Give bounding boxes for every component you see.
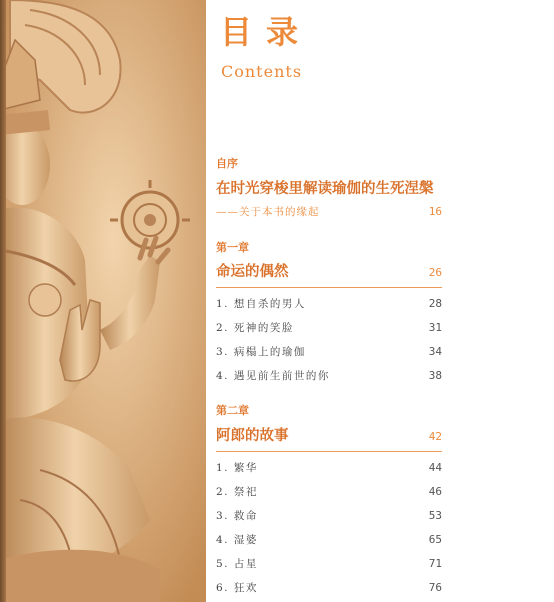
toc-item-page: 28 bbox=[428, 297, 442, 310]
preface-page: 16 bbox=[428, 205, 442, 218]
preface-label: 自序 bbox=[216, 157, 238, 170]
page-subtitle: Contents bbox=[221, 62, 303, 81]
chapter2-page: 42 bbox=[428, 430, 442, 443]
chapter1-divider bbox=[216, 287, 442, 288]
toc-item-page: 44 bbox=[428, 461, 442, 474]
chapter1-title[interactable]: 命运的偶然 bbox=[216, 263, 289, 280]
toc-item-page: 38 bbox=[428, 369, 442, 382]
toc-item[interactable]: 3. 病榻上的瑜伽 bbox=[216, 346, 306, 358]
toc-item-page: 46 bbox=[428, 485, 442, 498]
toc-item-page: 65 bbox=[428, 533, 442, 546]
toc-item[interactable]: 2. 祭祀 bbox=[216, 486, 258, 498]
toc-item[interactable]: 2. 死神的笑脸 bbox=[216, 322, 294, 334]
toc-item[interactable]: 5. 占星 bbox=[216, 558, 258, 570]
toc-item[interactable]: 4. 遇见前生前世的你 bbox=[216, 370, 330, 382]
preface-title[interactable]: 在时光穿梭里解读瑜伽的生死涅槃 bbox=[216, 180, 434, 197]
page-title: 目录 bbox=[220, 13, 313, 51]
toc-item[interactable]: 4. 湿婆 bbox=[216, 534, 258, 546]
chapter2-label: 第二章 bbox=[216, 404, 249, 417]
toc-item-page: 76 bbox=[428, 581, 442, 594]
toc-item-page: 71 bbox=[428, 557, 442, 570]
cover-photo-statue bbox=[0, 0, 206, 602]
toc-item[interactable]: 6. 狂欢 bbox=[216, 582, 258, 594]
toc-item[interactable]: 1. 想自杀的男人 bbox=[216, 298, 306, 310]
toc-item[interactable]: 3. 救命 bbox=[216, 510, 258, 522]
toc-item-page: 53 bbox=[428, 509, 442, 522]
toc-item-page: 34 bbox=[428, 345, 442, 358]
toc-item[interactable]: 1. 繁华 bbox=[216, 462, 258, 474]
preface-subtitle[interactable]: ——关于本书的缘起 bbox=[216, 206, 320, 218]
toc-item-page: 31 bbox=[428, 321, 442, 334]
chapter1-label: 第一章 bbox=[216, 241, 249, 254]
chapter1-page: 26 bbox=[428, 266, 442, 279]
book-spine-edge bbox=[0, 0, 6, 602]
chapter2-divider bbox=[216, 451, 442, 452]
chapter2-title[interactable]: 阿郎的故事 bbox=[216, 427, 289, 444]
